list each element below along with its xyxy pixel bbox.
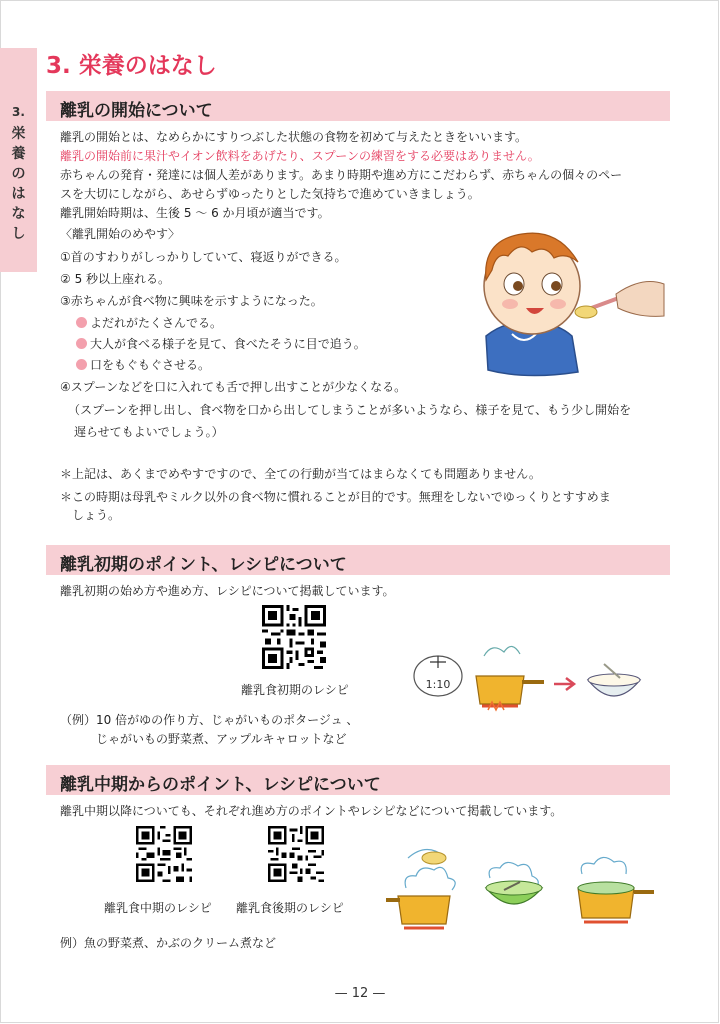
section-heading: 離乳の開始について bbox=[60, 101, 213, 121]
guide-item: ③赤ちゃんが食べ物に興味を示すようになった。 bbox=[60, 294, 323, 308]
body-text: 赤ちゃんの発育・発達には個人差があります。あまり時期や進め方にこだわらず、赤ちゃんの個々のペー bbox=[60, 168, 623, 182]
cooking-pots-illustration bbox=[386, 838, 666, 936]
asterisk-note: しょう。 bbox=[72, 508, 121, 522]
water-ratio-text: 1:10 bbox=[425, 678, 451, 691]
page-number: — 12 — bbox=[334, 986, 386, 1001]
bullet-icon bbox=[76, 338, 87, 349]
qr-code-late[interactable] bbox=[268, 826, 324, 882]
guide-sub-item bbox=[76, 315, 222, 331]
side-tab-char: の bbox=[11, 166, 26, 182]
section-heading: 離乳中期からのポイント、レシピについて bbox=[60, 775, 381, 795]
body-text: 離乳の開始とは、なめらかにすりつぶした状態の食物を初めて与えたときをいいます。 bbox=[60, 130, 528, 144]
guide-item: ④スプーンなどを口に入れても舌で押し出すことが少なくなる。 bbox=[60, 380, 407, 394]
note-text: （スプーンを押し出し、食べ物を口から出してしまうことが多いようなら、様子を見て、もう少し開始を bbox=[68, 403, 632, 417]
side-tab bbox=[0, 48, 37, 272]
guide-item: ② 5 秒以上座れる。 bbox=[60, 272, 171, 286]
side-tab-char: は bbox=[11, 186, 26, 202]
qr-caption: 離乳食後期のレシピ bbox=[236, 901, 344, 915]
bullet-icon bbox=[76, 359, 87, 370]
section-heading-band bbox=[46, 91, 670, 121]
baby-eating-illustration bbox=[466, 224, 666, 380]
example-text: （例）10 倍がゆの作り方、じゃがいものポタージュ 、 bbox=[60, 713, 359, 727]
asterisk-note: ＊上記は、あくまでめやすですので、全ての行動が当てはまらなくても問題ありません。 bbox=[60, 467, 541, 481]
bullet-icon bbox=[76, 317, 87, 328]
qr-code-early[interactable] bbox=[262, 605, 326, 669]
guide-sub-item-text: よだれがたくさんでる。 bbox=[90, 316, 223, 330]
rice-porridge-illustration bbox=[412, 636, 644, 716]
guide-sub-item bbox=[76, 336, 366, 352]
section-intro: 離乳中期以降についても、それぞれ進め方のポイントやレシピなどについて掲載しています。 bbox=[60, 804, 563, 818]
side-tab-number: 3. bbox=[12, 105, 25, 119]
guide-sub-item-text: 口をもぐもぐさせる。 bbox=[90, 358, 211, 372]
note-text: 遅らせてもよいでしょう。） bbox=[74, 425, 224, 439]
qr-caption: 離乳食中期のレシピ bbox=[104, 901, 212, 915]
section-heading: 離乳初期のポイント、レシピについて bbox=[60, 555, 347, 575]
qr-caption: 離乳食初期のレシピ bbox=[241, 683, 349, 697]
guide-sub-item bbox=[76, 357, 210, 373]
example-text: じゃがいもの野菜煮、アップルキャロットなど bbox=[96, 732, 347, 746]
body-text: スを大切にしながら、あせらずゆったりとした気持ちで進めていきましょう。 bbox=[60, 187, 480, 201]
page-title: 3. 栄養のはなし bbox=[46, 53, 217, 79]
guide-title: 〈離乳開始のめやす〉 bbox=[60, 227, 181, 241]
asterisk-note: ＊この時期は母乳やミルク以外の食べ物に慣れることが目的です。無理をしないでゆっくりとすすめま bbox=[60, 490, 611, 504]
section-heading-band bbox=[46, 765, 670, 795]
guide-sub-item-text: 大人が食べる様子を見て、食べたそうに目で追う。 bbox=[90, 337, 366, 351]
side-tab-char: し bbox=[11, 226, 26, 242]
section-heading-band bbox=[46, 545, 670, 575]
warning-text: 離乳の開始前に果汁やイオン飲料をあげたり、スプーンの練習をする必要はありません。 bbox=[60, 149, 540, 163]
qr-code-mid[interactable] bbox=[136, 826, 192, 882]
body-text: 離乳開始時期は、生後 5 〜 6 か月頃が適当です。 bbox=[60, 206, 330, 220]
side-tab-char: 栄 bbox=[11, 126, 26, 142]
side-tab-char: 養 bbox=[11, 146, 26, 162]
section-intro: 離乳初期の始め方や進め方、レシピについて掲載しています。 bbox=[60, 584, 395, 598]
side-tab-label bbox=[0, 124, 37, 244]
guide-item: ①首のすわりがしっかりしていて、寝返りができる。 bbox=[60, 250, 347, 264]
example-text: 例）魚の野菜煮、かぶのクリーム煮など bbox=[60, 936, 277, 950]
side-tab-char: な bbox=[11, 206, 26, 222]
